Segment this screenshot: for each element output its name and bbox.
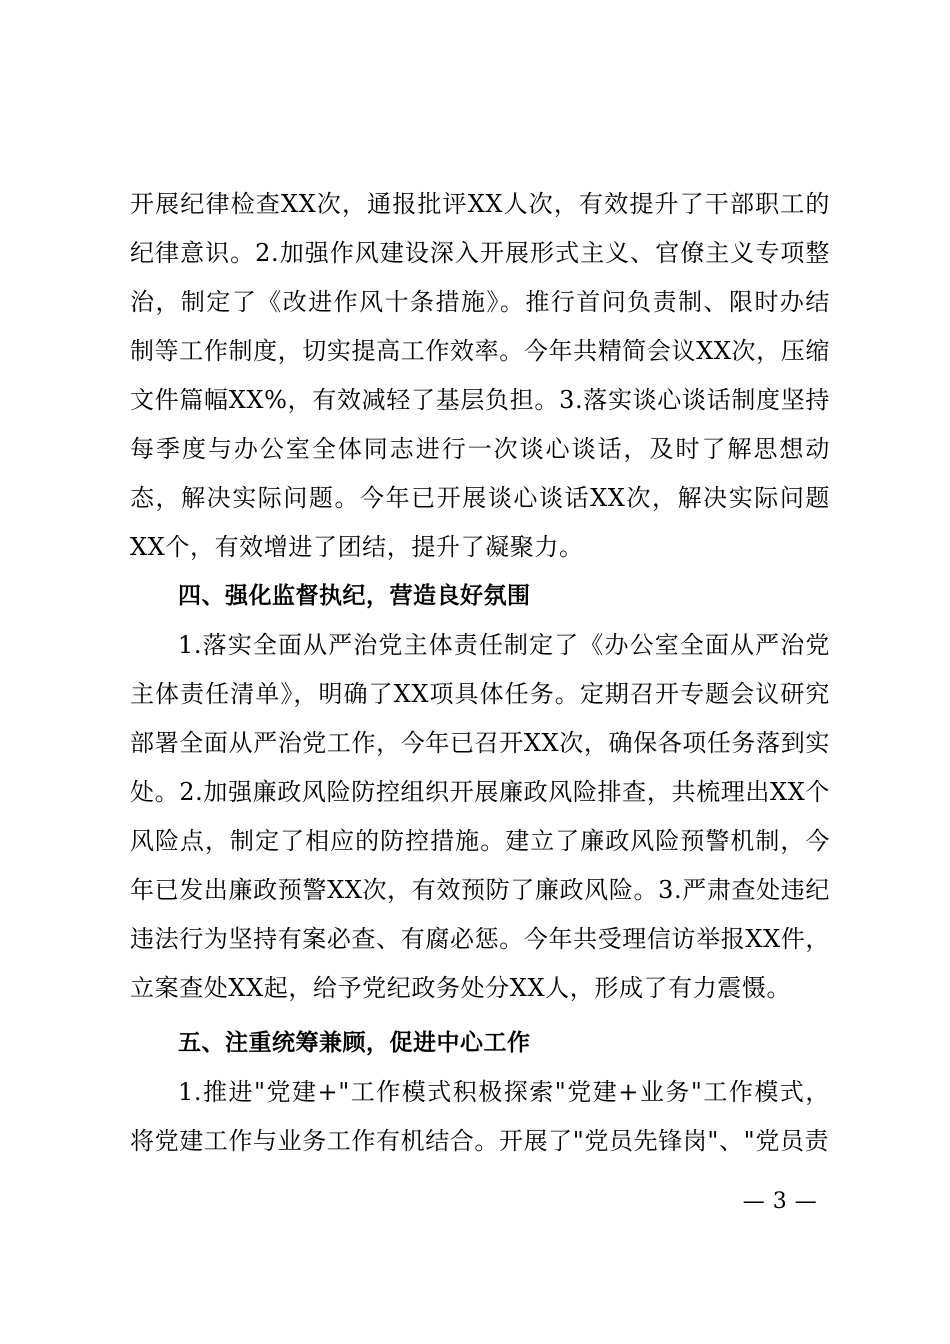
paragraph-section-5: 1.推进"党建+"工作模式积极探索"党建+业务"工作模式，将党建工作与业务工作有机结合。开展了"党员先锋岗"、"党员责 — [130, 1078, 830, 1155]
paragraph-section-4: 1.落实全面从严治党主体责任制定了《办公室全面从严治党主体责任清单》，明确了XX项具体任务。定期召开专题会议研究部署全面从严治党工作，今年已召开XX次，确保各项任务落到实处。2.加强廉政风险防控组织开展廉政风险排查，共梳理出XX个风险点，制定了相应的防控措施。建立了廉政风险预警机制，今年已发出廉政预警XX次，有效预防了廉政风险。3.严肃查处违纪违法行为坚持有案必查、有腐必惩。今年共受理信访举报XX件，立案查处XX起，给予党纪政务处分XX人，形成了有力震慑。 — [130, 631, 830, 1002]
document-body — [130, 180, 830, 1166]
section-heading-5: 五、注重统筹兼顾，促进中心工作 — [178, 1030, 531, 1056]
page-number: — 3 — — [742, 1189, 818, 1214]
paragraph-discipline-style: 开展纪律检查XX次，通报批评XX人次，有效提升了干部职工的纪律意识。2.加强作风建设深入开展形式主义、官僚主义专项整治，制定了《改进作风十条措施》。推行首问负责制、限时办结制等工作制度，切实提高工作效率。今年共精简会议XX次，压缩文件篇幅XX%，有效减轻了基层负担。3.落实谈心谈话制度坚持每季度与办公室全体同志进行一次谈心谈话，及时了解思想动态，解决实际问题。今年已开展谈心谈话XX次，解决实际问题XX个，有效增进了团结，提升了凝聚力。 — [130, 190, 830, 561]
section-heading-4: 四、强化监督执纪，营造良好氛围 — [178, 583, 531, 609]
